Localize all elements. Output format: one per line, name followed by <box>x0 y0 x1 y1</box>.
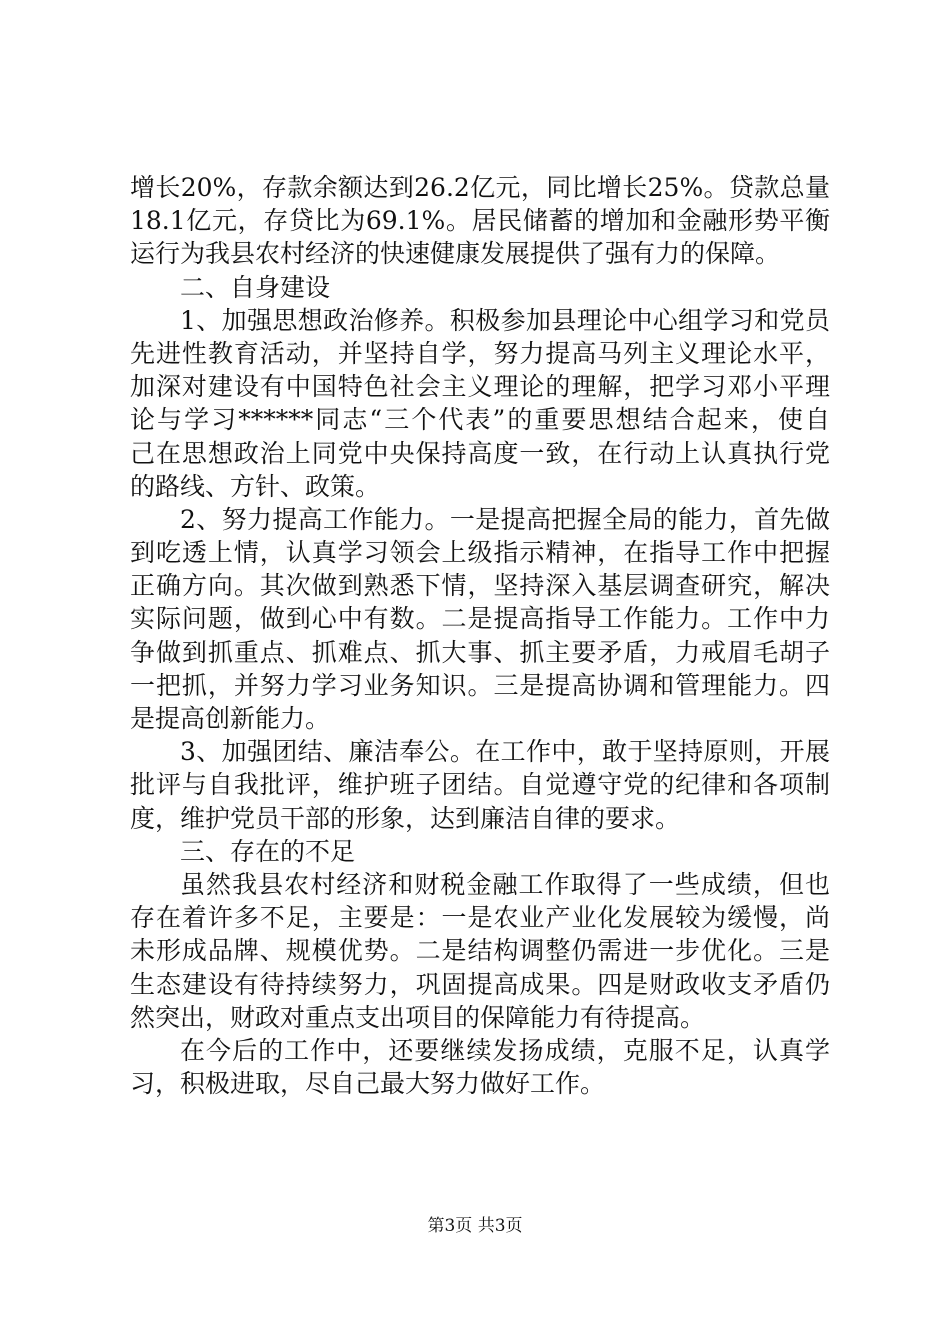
heading-text: 三、存在的不足 <box>180 836 356 866</box>
text-line: 在今后的工作中，还要继续发扬成绩，克服不足，认真学 <box>180 1035 830 1065</box>
text-line: 生态建设有待持续努力，巩固提高成果。四是财政收支矛盾仍 <box>130 969 830 999</box>
text-line: 存在着许多不足，主要是：一是农业产业化发展较为缓慢，尚 <box>130 903 830 933</box>
paragraph-work-ability <box>130 503 830 735</box>
text-line: 实际问题，做到心中有数。二是提高指导工作能力。工作中力 <box>130 604 830 634</box>
section-heading-self-building <box>130 271 830 304</box>
text-line: 然突出，财政对重点支出项目的保障能力有待提高。 <box>130 1002 706 1032</box>
text-line: 先进性教育活动，并坚持自学，努力提高马列主义理论水平， <box>130 338 830 368</box>
section-heading-shortcomings <box>130 835 830 868</box>
paragraph-political-cultivation <box>130 304 830 503</box>
text-line: 18.1亿元，存贷比为69.1%。居民储蓄的增加和金融形势平衡 <box>130 206 830 236</box>
text-line: 己在思想政治上同党中央保持高度一致，在行动上认真执行党 <box>130 438 830 468</box>
text-line: 到吃透上情，认真学习领会上级指示精神，在指导工作中把握 <box>130 538 830 568</box>
text-line: 正确方向。其次做到熟悉下情，坚持深入基层调查研究，解决 <box>130 571 830 601</box>
text-line: 虽然我县农村经济和财税金融工作取得了一些成绩，但也 <box>180 869 830 899</box>
paragraph-shortcomings <box>130 868 830 1034</box>
text-line: 未形成品牌、规模优势。二是结构调整仍需进一步优化。三是 <box>130 936 830 966</box>
text-line: 运行为我县农村经济的快速健康发展提供了强有力的保障。 <box>130 239 781 269</box>
text-line: 争做到抓重点、抓难点、抓大事、抓主要矛盾，力戒眉毛胡子 <box>130 637 830 667</box>
paragraph-unity-integrity <box>130 735 830 835</box>
text-line: 1、加强思想政治修养。积极参加县理论中心组学习和党员 <box>180 305 830 335</box>
text-line: 批评与自我批评，维护班子团结。自觉遵守党的纪律和各项制 <box>130 770 830 800</box>
heading-text: 二、自身建设 <box>180 272 331 302</box>
paragraph-conclusion <box>130 1034 830 1100</box>
text-line: 3、加强团结、廉洁奉公。在工作中，敢于坚持原则，开展 <box>180 737 830 767</box>
text-line: 2、努力提高工作能力。一是提高把握全局的能力，首先做 <box>180 504 830 534</box>
document-body <box>130 171 830 1100</box>
text-line: 度，维护党员干部的形象，达到廉洁自律的要求。 <box>130 803 681 833</box>
text-line: 论与学习******同志“三个代表”的重要思想结合起来，使自 <box>130 405 830 435</box>
text-line: 加深对建设有中国特色社会主义理论的理解，把学习邓小平理 <box>130 372 830 402</box>
paragraph-continuation <box>130 171 830 271</box>
text-line: 是提高创新能力。 <box>130 704 331 733</box>
text-line: 增长20%，存款余额达到26.2亿元，同比增长25%。贷款总量 <box>130 173 830 202</box>
text-line: 的路线、方针、政策。 <box>130 471 381 501</box>
text-line: 习，积极进取，尽自己最大努力做好工作。 <box>130 1069 606 1099</box>
page-number-footer: 第3页 共3页 <box>427 1216 523 1236</box>
text-line: 一把抓，并努力学习业务知识。三是提高协调和管理能力。四 <box>130 670 830 700</box>
